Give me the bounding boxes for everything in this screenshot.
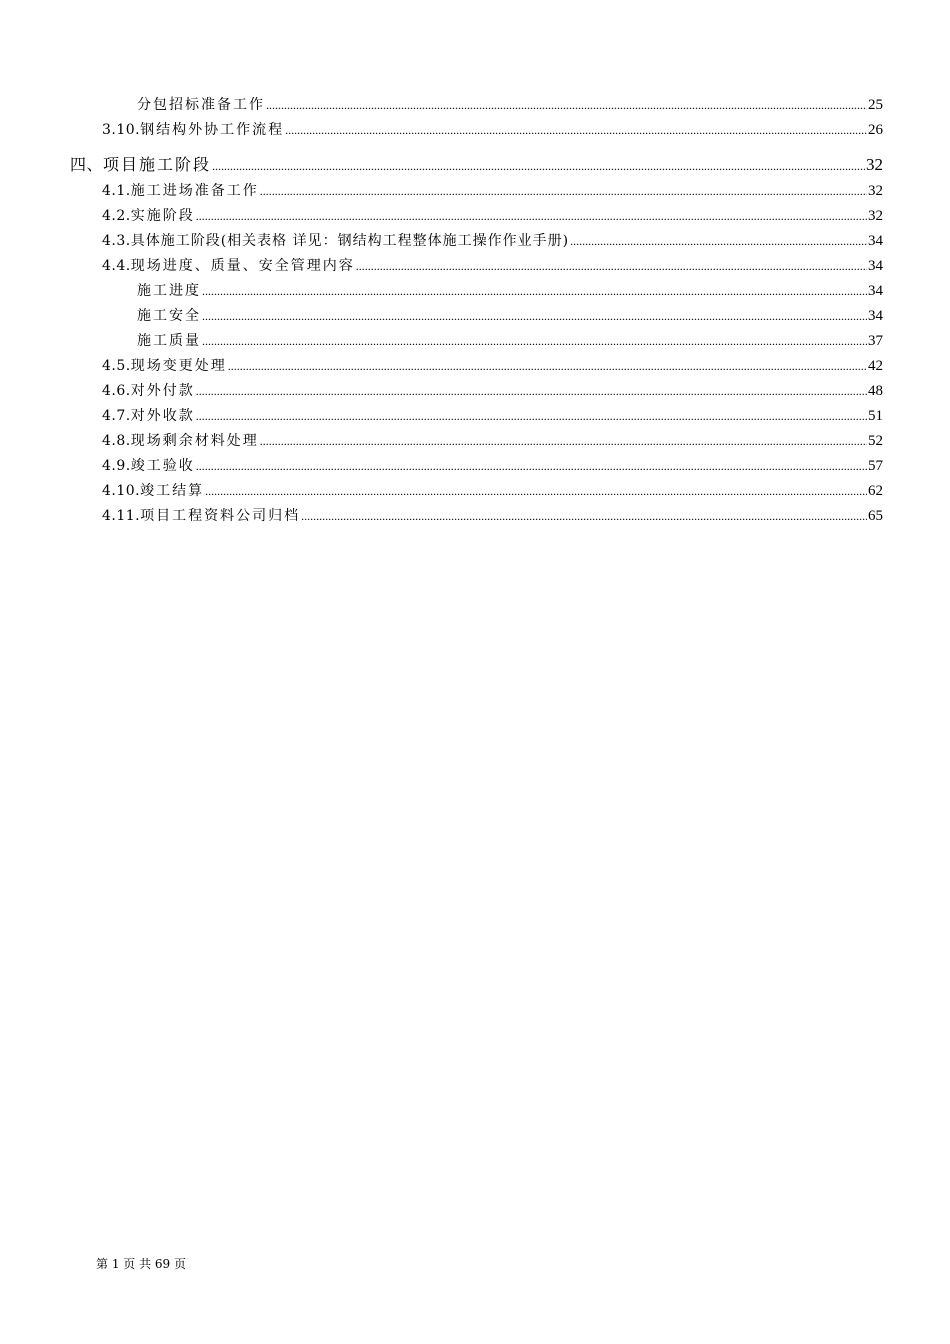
- toc-entry-number: 4.8.: [102, 433, 131, 449]
- toc-entry-page: 32: [868, 183, 883, 199]
- toc-entry-page: 37: [868, 333, 883, 349]
- toc-entry-title: 项目施工阶段: [103, 155, 212, 174]
- dot-leader: [202, 330, 867, 352]
- dot-leader: [570, 230, 867, 252]
- dot-leader: [260, 180, 867, 202]
- toc-entry[interactable]: [137, 280, 883, 302]
- dot-leader: [196, 380, 867, 402]
- toc-entry-title: 现场变更处理: [130, 358, 227, 374]
- page-footer: 第 1 页 共 69 页: [96, 1257, 186, 1271]
- toc-entry[interactable]: [102, 230, 883, 252]
- dot-leader: [202, 305, 867, 327]
- toc-entry[interactable]: [102, 119, 883, 141]
- toc-entry-page: 32: [866, 155, 883, 174]
- toc-entry-page: 32: [868, 208, 883, 224]
- toc-entry-title: 实施阶段: [130, 208, 195, 224]
- toc-entry-title: 竣工验收: [130, 458, 195, 474]
- toc-entry-page: 34: [868, 233, 883, 249]
- dot-leader: [196, 205, 867, 227]
- toc-entry[interactable]: [70, 153, 883, 177]
- toc-entry-title: 分包招标准备工作: [137, 97, 265, 113]
- dot-leader: [202, 280, 867, 302]
- toc-entry-title: 对外付款: [130, 383, 195, 399]
- dot-leader: [228, 355, 867, 377]
- toc-entry-title: 现场进度、质量、安全管理内容: [130, 258, 355, 274]
- toc-entry-title: 钢结构外协工作流程: [140, 122, 285, 138]
- toc-entry-page: 57: [868, 458, 883, 474]
- toc-entry-title: 施工安全: [137, 308, 201, 324]
- toc-entry-page: 34: [868, 283, 883, 299]
- toc-entry[interactable]: [102, 505, 883, 527]
- toc-entry-number: 4.2.: [102, 208, 131, 224]
- toc-entry-title: 施工进度: [137, 283, 201, 299]
- toc-entry[interactable]: [102, 380, 883, 402]
- toc-entry[interactable]: [102, 355, 883, 377]
- toc-entry[interactable]: [102, 255, 883, 277]
- toc-entry-page: 65: [868, 508, 883, 524]
- toc-entry-title: 现场剩余材料处理: [130, 433, 259, 449]
- dot-leader: [285, 119, 867, 141]
- toc-entry-number: 4.1.: [102, 183, 131, 199]
- toc-entry-number: 3.10.: [102, 122, 141, 138]
- toc-entry-number: 4.7.: [102, 408, 131, 424]
- toc-entry[interactable]: [137, 305, 883, 327]
- toc-entry-page: 26: [868, 122, 883, 138]
- toc-entry-page: 48: [868, 383, 883, 399]
- toc-entry-number: 4.3.: [102, 233, 131, 249]
- toc-entry-number: 4.9.: [102, 458, 131, 474]
- toc-entry-title: 项目工程资料公司归档: [140, 508, 301, 524]
- dot-leader: [356, 255, 867, 277]
- toc-entry-page: 34: [868, 308, 883, 324]
- toc-entry-number: 4.5.: [102, 358, 131, 374]
- toc-entry[interactable]: [102, 480, 883, 502]
- toc-entry-page: 34: [868, 258, 883, 274]
- toc-entry-number: 4.4.: [102, 258, 131, 274]
- dot-leader: [196, 455, 867, 477]
- toc-entry-page: 51: [868, 408, 883, 424]
- dot-leader: [205, 480, 867, 502]
- toc-entry-number: 四、: [70, 155, 104, 174]
- toc-entry[interactable]: [137, 330, 883, 352]
- toc-entry-title: 施工进场准备工作: [130, 183, 259, 199]
- toc-entry[interactable]: [102, 455, 883, 477]
- toc-entry-number: 4.6.: [102, 383, 131, 399]
- dot-leader: [212, 154, 865, 178]
- toc-entry-title: 具体施工阶段(相关表格 详见：钢结构工程整体施工操作作业手册): [130, 233, 570, 249]
- toc-entry[interactable]: [137, 94, 883, 116]
- toc-entry[interactable]: [102, 180, 883, 202]
- toc-entry-title: 竣工结算: [140, 483, 205, 499]
- toc-entry-number: 4.11.: [102, 508, 141, 524]
- dot-leader: [260, 430, 867, 452]
- toc-entry[interactable]: [102, 205, 883, 227]
- toc-entry-page: 62: [868, 483, 883, 499]
- toc-entry[interactable]: [102, 430, 883, 452]
- toc-entry-page: 42: [868, 358, 883, 374]
- toc-entry-page: 25: [868, 97, 883, 113]
- dot-leader: [196, 405, 867, 427]
- toc-entry[interactable]: [102, 405, 883, 427]
- dot-leader: [266, 94, 867, 116]
- toc-entry-number: 4.10.: [102, 483, 141, 499]
- dot-leader: [301, 505, 867, 527]
- toc-entry-page: 52: [868, 433, 883, 449]
- toc-entry-title: 对外收款: [130, 408, 195, 424]
- toc-entry-title: 施工质量: [137, 333, 201, 349]
